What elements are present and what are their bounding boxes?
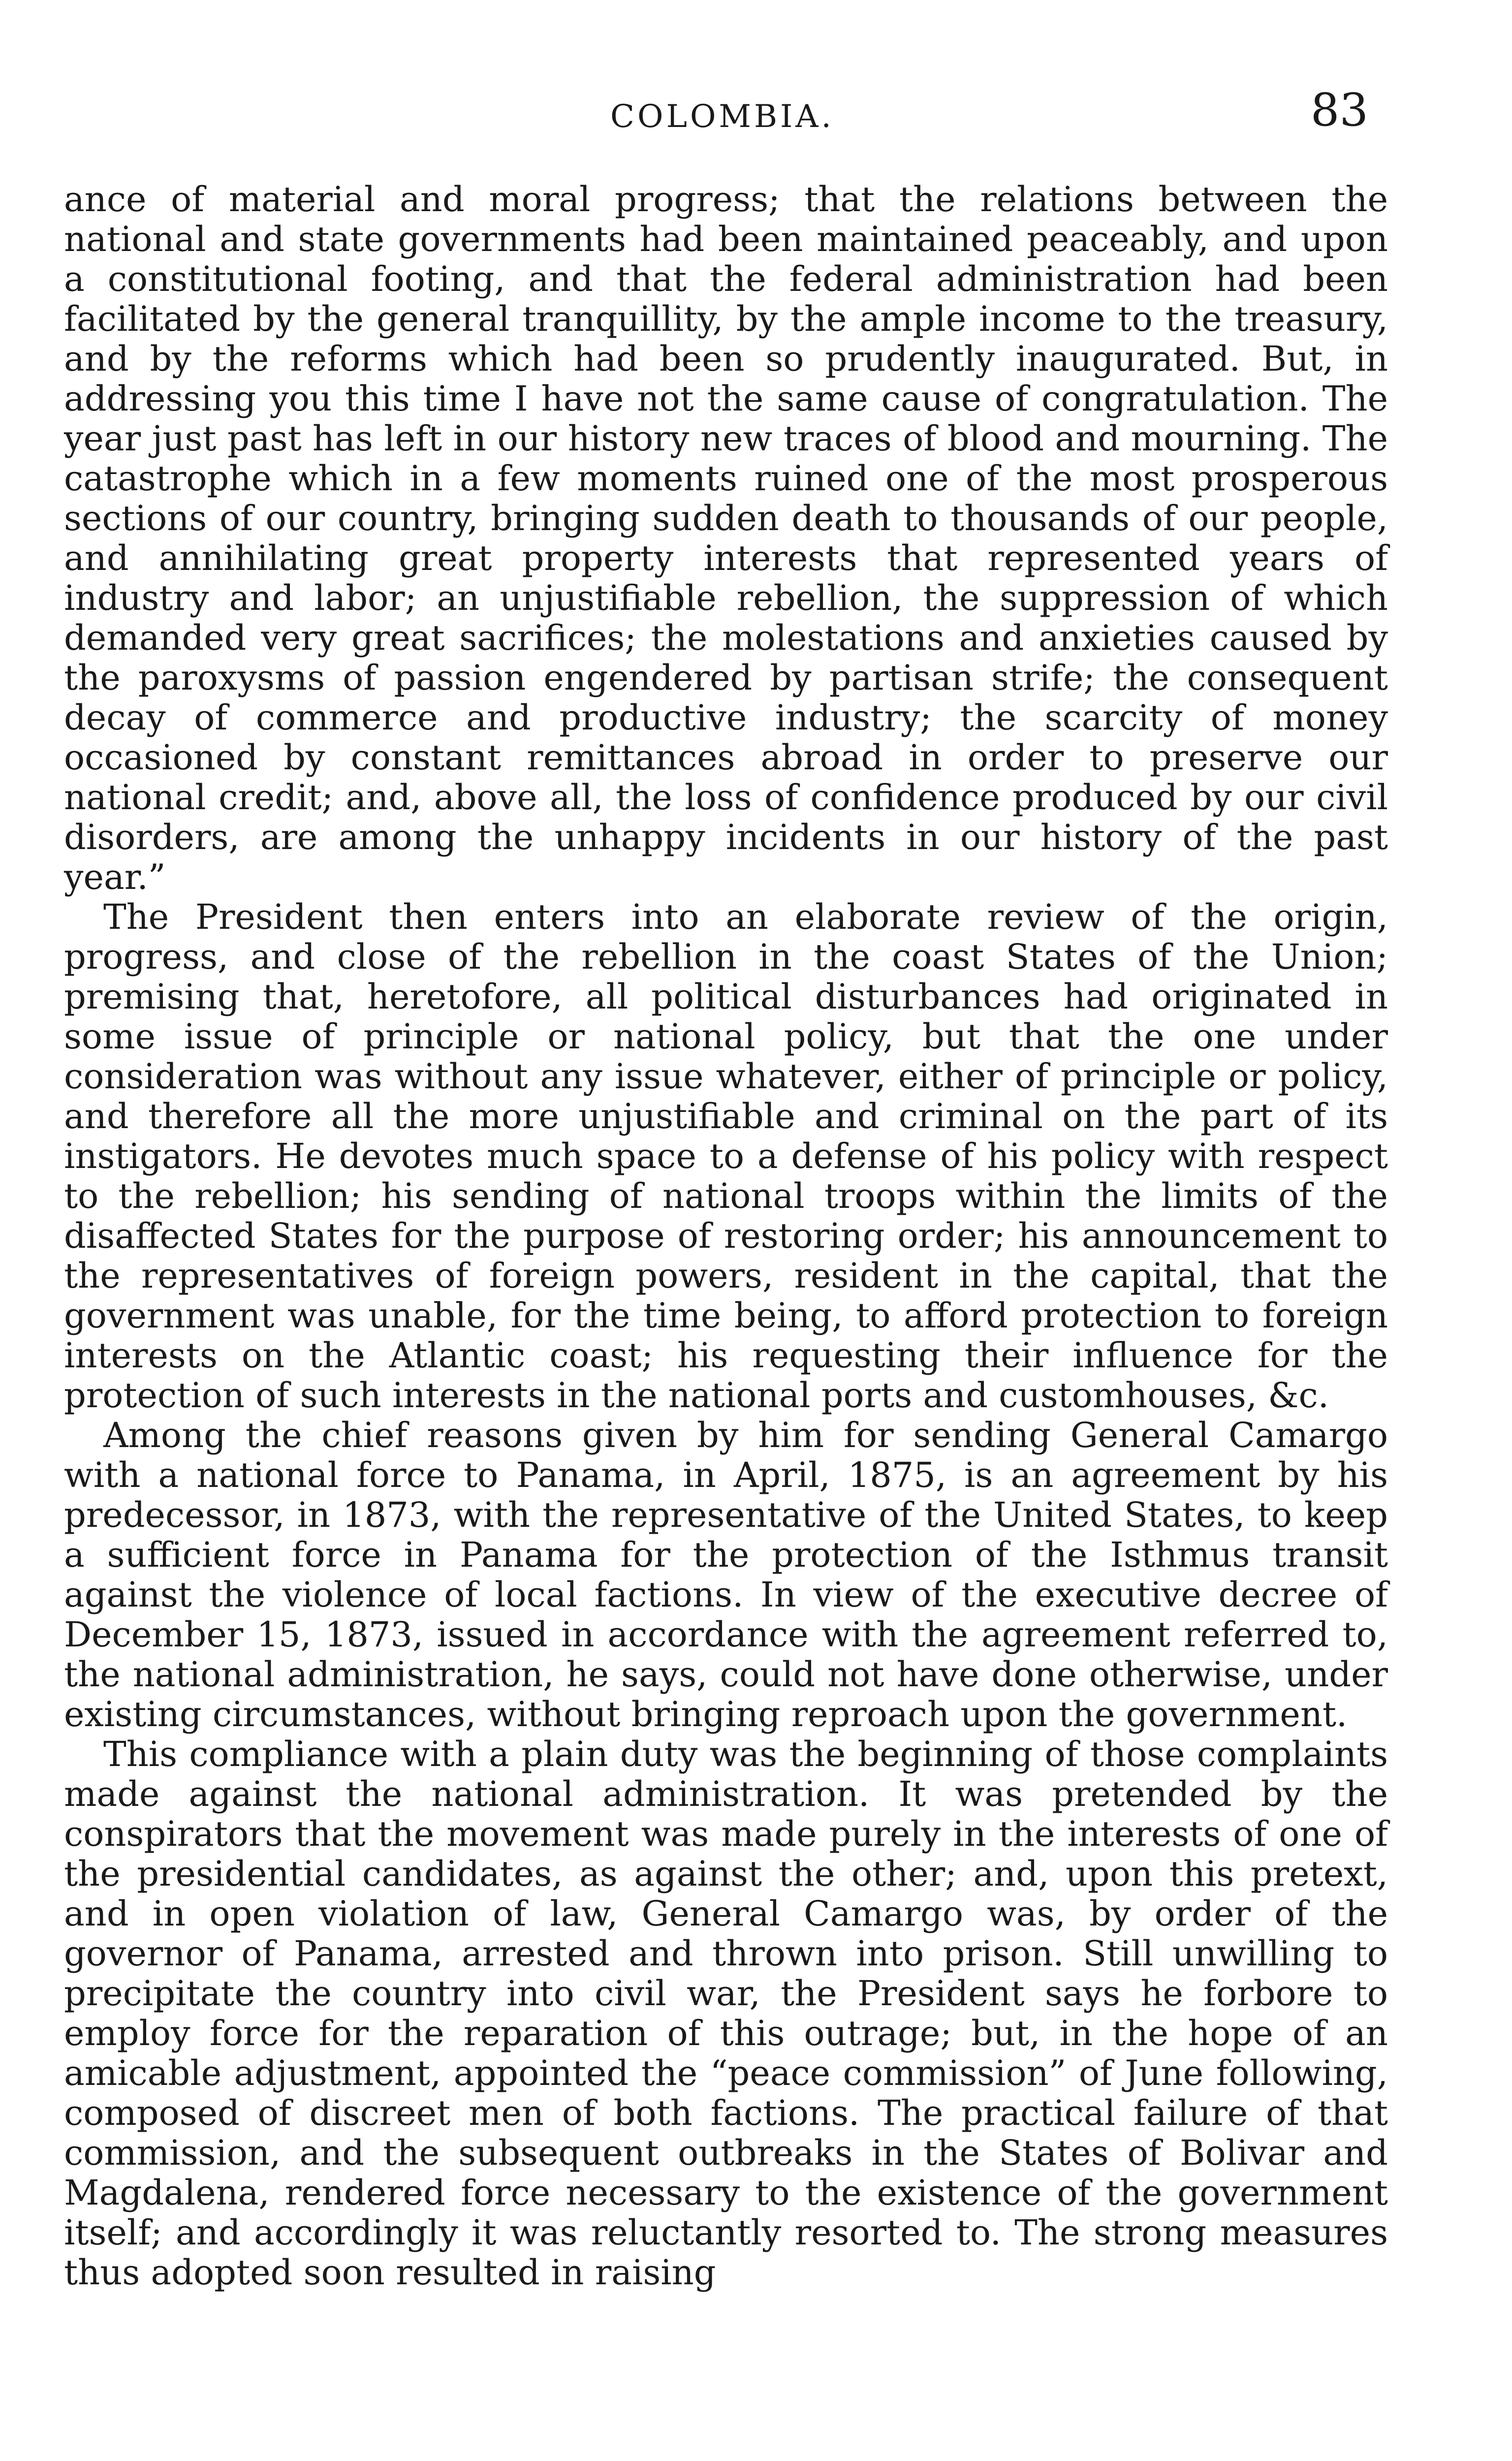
paragraph: The President then enters into an elaborate review of the origin, progress, and close of the rebellion in the coast States of the Union; premising that, heretofore, all political disturbances had originated in some issue of principle or national policy, but that the one under consideration was without any issue whatever, either of principle or policy, and therefore all the more unjustifiable and criminal on the part of its instigators. He devotes much space to a defense of his policy with respect to the rebellion; his sending of national troops within the limits of the disaffected States for the purpose of restoring order; his announcement to the representatives of foreign powers, resident in the capital, that the government was unable, for the time being, to afford protection to foreign interests on the Atlantic coast; his requesting their influence for the protection of such interests in the national ports and customhouses, &c. xyxy=(64,897,1388,1416)
page-header xyxy=(64,84,1388,143)
running-title: COLOMBIA. xyxy=(610,98,834,135)
page-number: 83 xyxy=(1310,84,1368,136)
paragraph: This compliance with a plain duty was the beginning of those complaints made against the national administration. It was pretended by the conspirators that the movement was made purely in the interests of one of the presidential candidates, as against the other; and, upon this pretext, and in open violation of law, General Camargo was, by order of the governor of Panama, arrested and thrown into prison. Still unwilling to precipitate the country into civil war, the President says he forbore to employ force for the reparation of this outrage; but, in the hope of an amicable adjustment, appointed the “peace commission” of June following, composed of discreet men of both factions. The practical failure of that commission, and the subsequent outbreaks in the States of Bolivar and Magdalena, rendered force necessary to the existence of the government itself; and accordingly it was reluctantly resorted to. The strong measures thus adopted soon resulted in raising xyxy=(64,1734,1388,2293)
paragraph-continued: ance of material and moral progress; that the relations between the national and state governments had been maintained peaceably, and upon a constitutional footing, and that the federal administration had been facilitated by the general tranquillity, by the ample income to the treasury, and by the reforms which had been so prudently inaugurated. But, in addressing you this time I have not the same cause of congratulation. The year just past has left in our history new traces of blood and mourning. The catastrophe which in a few moments ruined one of the most prosperous sections of our country, bringing sudden death to thousands of our people, and annihilating great property interests that represented years of industry and labor; an unjustifiable rebellion, the suppression of which demanded very great sacrifices; the molestations and anxieties caused by the paroxysms of passion engendered by partisan strife; the consequent decay of commerce and productive industry; the scarcity of money occasioned by constant remittances abroad in order to preserve our national credit; and, above all, the loss of confidence produced by our civil disorders, are among the unhappy incidents in our history of the past year.” xyxy=(64,179,1388,897)
body-text xyxy=(64,180,1388,2293)
paragraph: Among the chief reasons given by him for sending General Camargo with a national force to Panama, in April, 1875, is an agreement by his predecessor, in 1873, with the representative of the United States, to keep a sufficient force in Panama for the protection of the Isthmus transit against the violence of local factions. In view of the executive decree of December 15, 1873, issued in accordance with the agreement referred to, the national administration, he says, could not have done otherwise, under existing circumstances, without bringing reproach upon the government. xyxy=(64,1415,1388,1735)
